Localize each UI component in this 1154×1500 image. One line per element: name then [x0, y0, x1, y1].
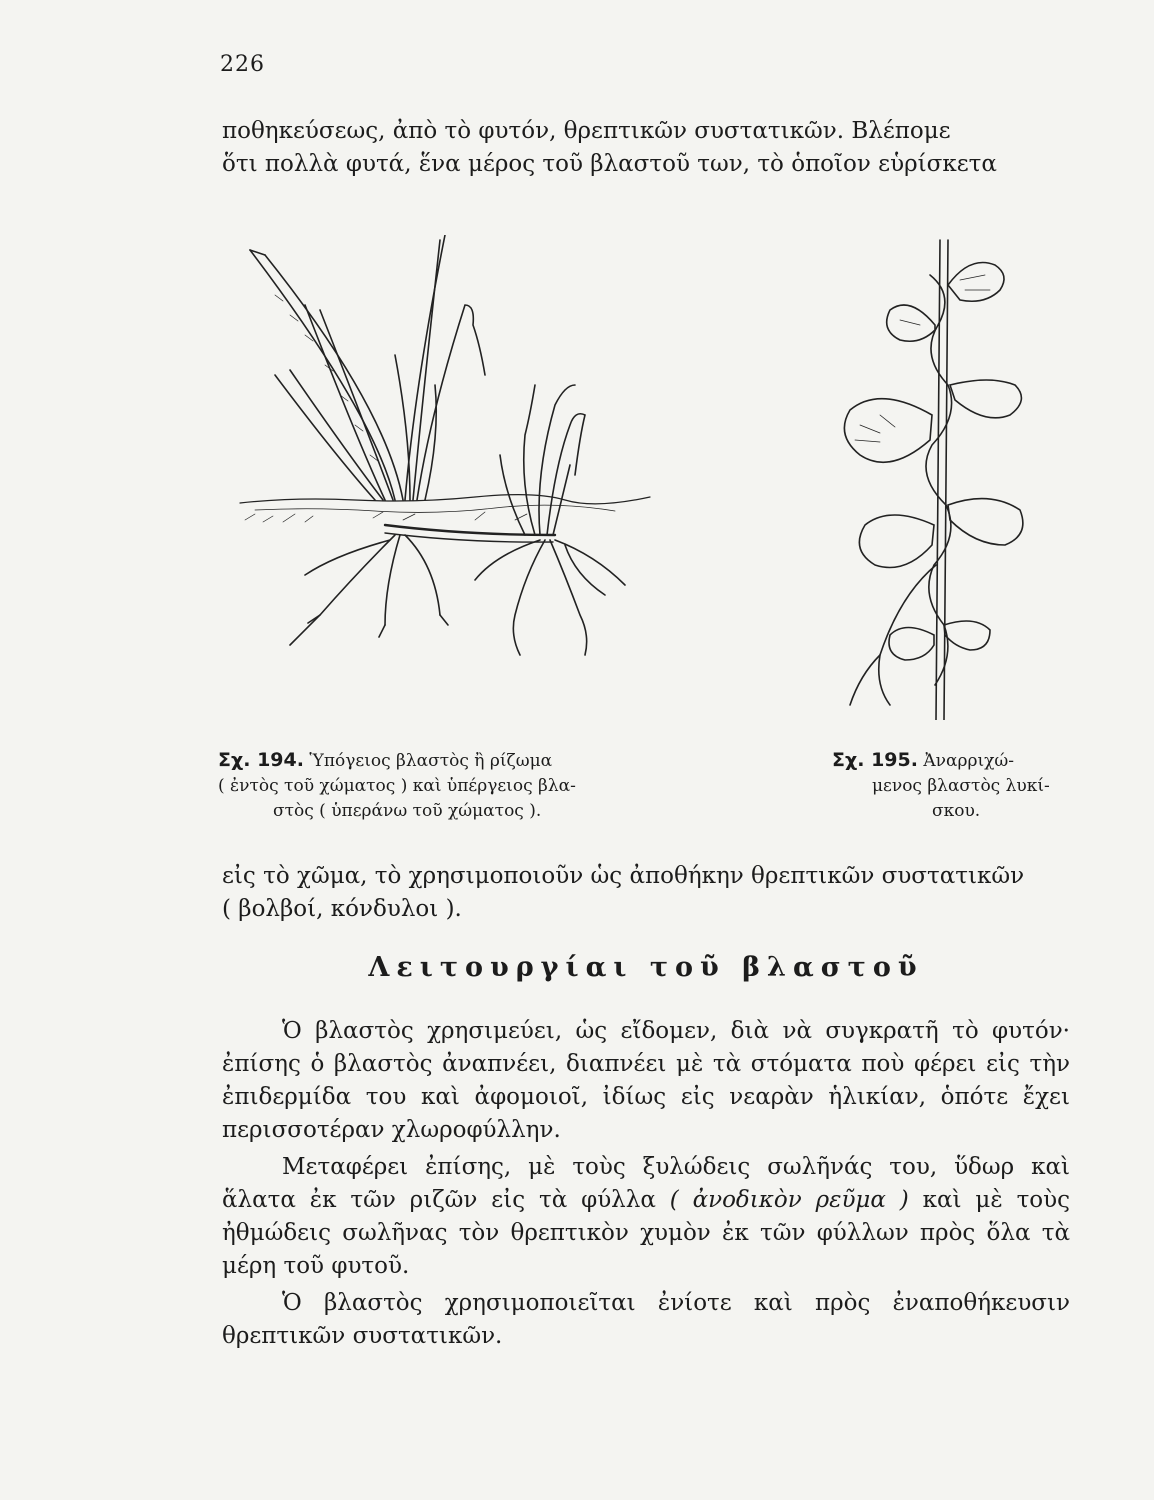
rhizome-plant-illustration — [235, 235, 655, 675]
climbing-vine-illustration — [820, 235, 1060, 720]
paragraph-2-part-c: καὶ μὲ τοὺς ἠθμώδεις σωλῆνας τὸν θρεπτικὸν χυμὸν ἐκ τῶν φύλλων πρὸς ὅλα τὰ μέρη τοῦ φυτοῦ. — [222, 1187, 1071, 1279]
paragraph-2-part-a: Μεταφέρει ἐπίσης, μὲ τοὺς ξυλώδεις σωλῆνάς του, ὕδωρ καὶ ἅλατα ἐκ τῶν ριζῶν εἰς τὰ φύλλα — [222, 1154, 1070, 1213]
continuation-line-1: εἰς τὸ χῶμα, τὸ χρησιμοποιοῦν ὡς ἀποθήκην θρεπτικῶν συστατικῶν — [222, 863, 1025, 889]
intro-line-1: ποθηκεύσεως, ἀπὸ τὸ φυτόν, θρεπτικῶν συστατικῶν. Βλέπομε — [222, 118, 951, 144]
figure-194-label: Σχ. 194. — [218, 749, 304, 771]
figure-195-caption-line-3: σκου. — [932, 801, 981, 821]
figure-195-caption-line-2: μενος βλαστὸς λυκί- — [872, 776, 1050, 796]
figure-194-caption-line-2: ( ἐντὸς τοῦ χώματος ) καὶ ὑπέργειος βλα- — [218, 776, 576, 796]
figure-194-caption-line-3: στὸς ( ὑπεράνω τοῦ χώματος ). — [273, 801, 542, 821]
figure-195-caption — [832, 748, 1062, 824]
page-number: 226 — [220, 52, 265, 77]
continuation-text — [222, 860, 1070, 926]
paragraph-3: Ὁ βλαστὸς χρησιμοποιεῖται ἐνίοτε καὶ πρὸς ἐναποθήκευσιν θρεπτικῶν συστατικῶν. — [222, 1290, 1070, 1349]
figure-194-caption — [218, 748, 668, 824]
figure-195-label: Σχ. 195. — [832, 749, 918, 771]
main-body-text — [222, 1015, 1070, 1357]
section-heading: Λειτουργίαι τοῦ βλαστοῦ — [368, 952, 924, 983]
figure-195-caption-line-1: Ἀναρριχώ- — [923, 751, 1015, 771]
anodic-current-term: ( ἀνοδικὸν ρεῦμα ) — [669, 1187, 909, 1213]
paragraph-2 — [222, 1151, 1070, 1283]
intro-line-2: ὅτι πολλὰ φυτά, ἕνα μέρος τοῦ βλαστοῦ των, τὸ ὁποῖον εὑρίσκετα — [222, 151, 997, 177]
continuation-line-2: ( βολβοί, κόνδυλοι ). — [222, 896, 462, 922]
intro-text — [222, 115, 1070, 181]
paragraph-1: Ὁ βλαστὸς χρησιμεύει, ὡς εἴδομεν, διὰ νὰ συγκρατῆ τὸ φυτόν· ἐπίσης ὁ βλαστὸς ἀναπνέει, διαπνέει μὲ τὰ στόματα ποὺ φέρει εἰς τὴν ἐπιδερμίδα του καὶ ἀφομοιοῖ, ἰδίως εἰς νεαρὰν ἡλικίαν, ὁπότε ἔχει περισσοτέραν χλωροφύλλην. — [222, 1018, 1070, 1143]
figure-194-caption-line-1: Ὑπόγειος βλαστὸς ἢ ρίζωμα — [309, 751, 553, 771]
